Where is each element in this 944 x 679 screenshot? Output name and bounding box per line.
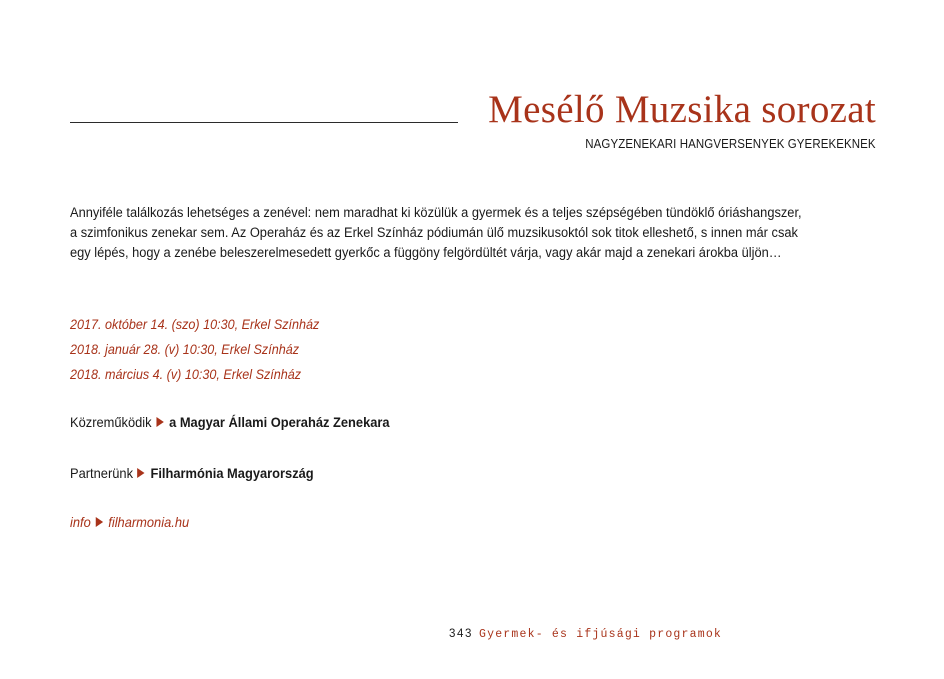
section-title: Gyermek- és ifjúsági programok (479, 628, 723, 641)
triangle-right-icon (156, 417, 163, 427)
intro-line: a szimfonikus zenekar sem. Az Operaház és az Erkel Színház pódiumán ülő muzsikusoktól sok titok elleshető, s innen már csak (70, 225, 798, 241)
performer-name: a Magyar Állami Operaház Zenekara (169, 414, 390, 430)
intro-line: egy lépés, hogy a zenébe beleszerelmesedett gyerkőc a függöny felgördültét várja, vagy akár majd a zenekari árokba üljön… (70, 245, 782, 261)
performer-credit (70, 412, 390, 432)
performance-dates (70, 312, 347, 387)
performer-label: Közreműködik (70, 414, 152, 430)
performance-date: 2018. március 4. (v) 10:30, Erkel Színház (70, 366, 302, 382)
partner-label: Partnerünk (70, 465, 134, 481)
page-number: 343 (449, 628, 473, 640)
info-link[interactable]: filharmonia.hu (108, 514, 190, 530)
triangle-right-icon (138, 468, 145, 478)
partner-name: Filharmónia Magyarország (150, 465, 314, 481)
intro-paragraph (70, 203, 812, 263)
performance-date: 2017. október 14. (szo) 10:30, Erkel Színház (70, 316, 320, 332)
page-subtitle: NAGYZENEKARI HANGVERSENYEK GYEREKEKNEK (585, 137, 876, 151)
page-title: Mesélő Muzsika sorozat (488, 88, 876, 131)
info-label: info (70, 514, 91, 530)
performance-date: 2018. január 28. (v) 10:30, Erkel Színház (70, 341, 300, 357)
intro-line: Annyiféle találkozás lehetséges a zenével: nem maradhat ki közülük a gyermek és a teljes szépségében tündöklő óriáshangszer, (70, 205, 802, 221)
page-footer (449, 626, 722, 643)
partner-credit (70, 463, 314, 483)
title-rule (70, 122, 458, 123)
triangle-right-icon (95, 517, 102, 527)
info-credit (70, 512, 189, 532)
